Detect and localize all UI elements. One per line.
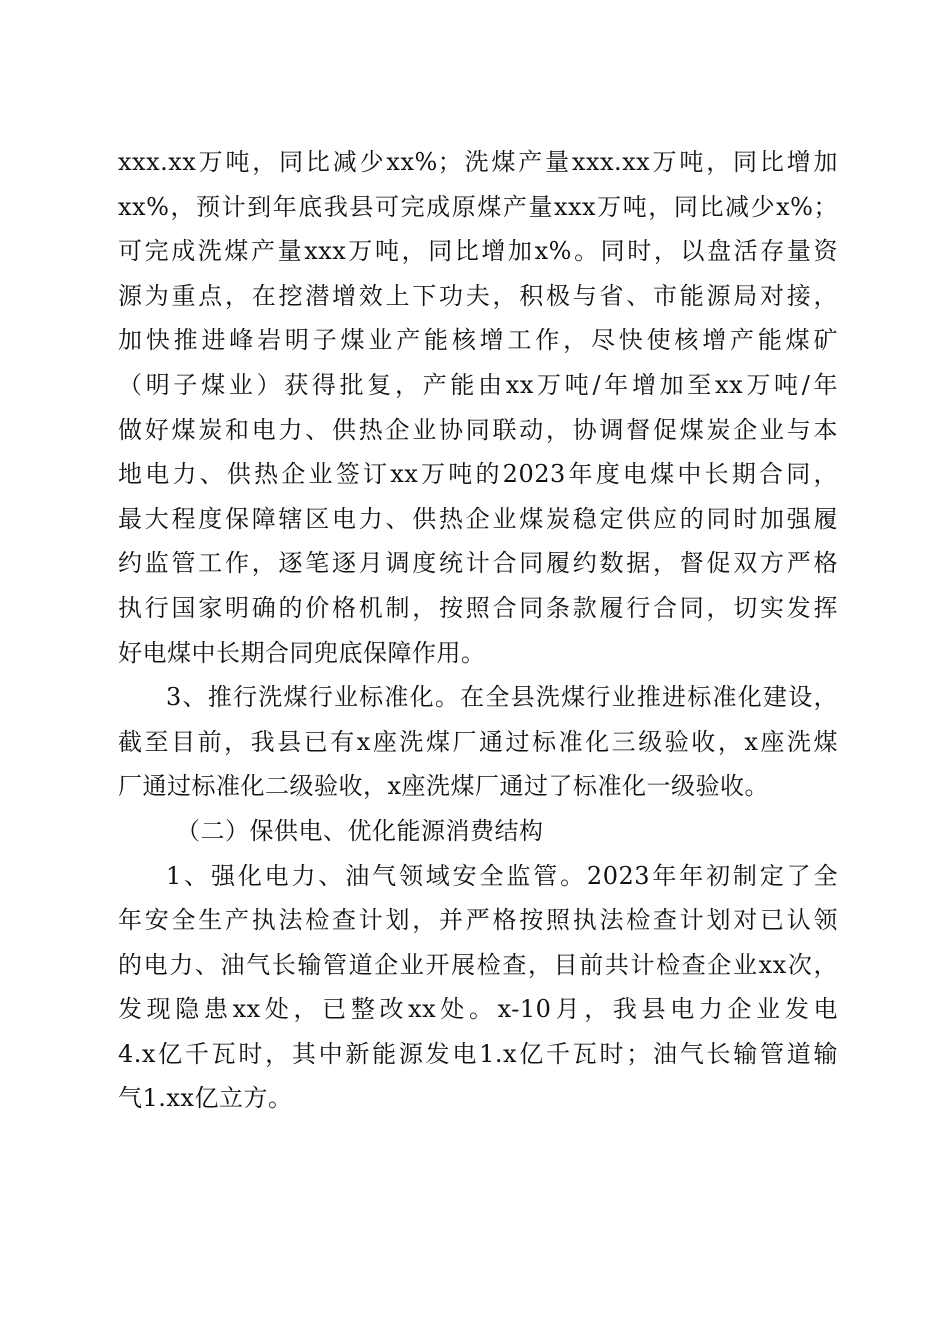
text-line: xxx.xx万吨，同比减少xx%；洗煤产量xxx.xx万吨，同比增加 <box>118 148 838 176</box>
text-line: 约监管工作，逐笔逐月调度统计合同履约数据，督促双方严格 <box>118 549 838 578</box>
text-line: 可完成洗煤产量xxx万吨，同比增加x%。同时，以盘活存量资 <box>118 237 838 266</box>
text-line: 1、强化电力、油气领域安全监管。2023年年初制定了全 <box>166 861 838 890</box>
text-line: xx%，预计到年底我县可完成原煤产量xxx万吨，同比减少x%； <box>118 192 838 221</box>
text-line: 加快推进峰岩明子煤业产能核增工作，尽快使核增产能煤矿 <box>118 326 838 355</box>
text-line: 年安全生产执法检查计划，并严格按照执法检查计划对已认领 <box>118 906 838 935</box>
text-line: 做好煤炭和电力、供热企业协同联动，协调督促煤炭企业与本 <box>118 415 838 444</box>
text-line: 好电煤中长期合同兜底保障作用。 <box>118 638 486 667</box>
text-line: （明子煤业）获得批复，产能由xx万吨/年增加至xx万吨/年 <box>118 370 838 399</box>
text-line: 气1.xx亿立方。 <box>118 1084 293 1113</box>
document-body <box>118 140 838 1121</box>
text-line: 执行国家明确的价格机制，按照合同条款履行合同，切实发挥 <box>118 593 838 622</box>
text-line: 源为重点，在挖潜增效上下功夫，积极与省、市能源局对接， <box>118 281 838 310</box>
text-line: 的电力、油气长输管道企业开展检查，目前共计检查企业xx次， <box>118 950 838 979</box>
text-line: 3、推行洗煤行业标准化。在全县洗煤行业推进标准化建设， <box>166 683 838 712</box>
section-heading: （二）保供电、优化能源消费结构 <box>176 816 544 845</box>
text-line: 最大程度保障辖区电力、供热企业煤炭稳定供应的同时加强履 <box>118 504 838 533</box>
text-line: 4.x亿千瓦时，其中新能源发电1.x亿千瓦时；油气长输管道输 <box>118 1039 838 1068</box>
text-line: 发现隐患xx处，已整改xx处。x-10月，我县电力企业发电 <box>118 995 838 1024</box>
text-line: 截至目前，我县已有x座洗煤厂通过标准化三级验收，x座洗煤 <box>118 727 838 756</box>
text-line: 地电力、供热企业签订xx万吨的2023年度电煤中长期合同， <box>118 460 838 489</box>
text-line: 厂通过标准化二级验收，x座洗煤厂通过了标准化一级验收。 <box>118 772 770 801</box>
